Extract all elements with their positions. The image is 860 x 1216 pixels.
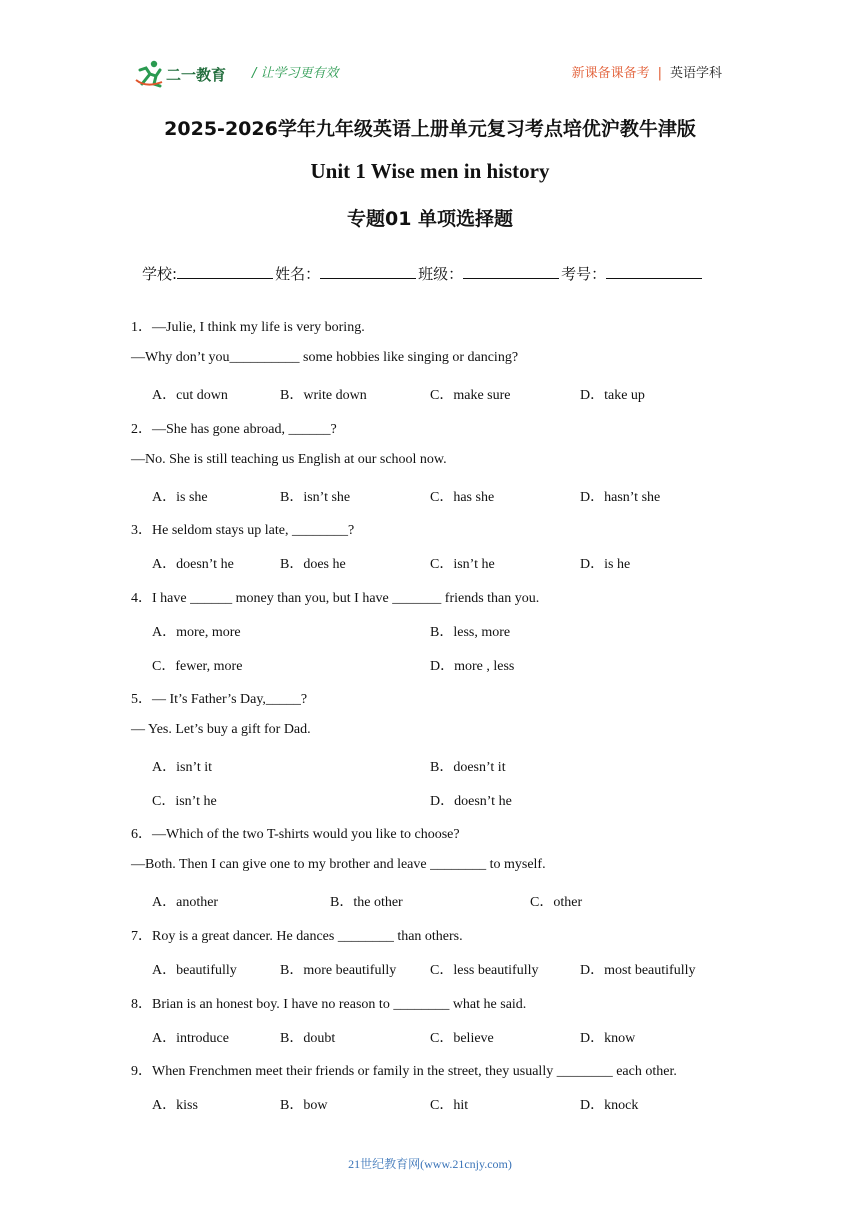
q4-option-c[interactable]: C．fewer, more [152, 659, 243, 674]
question-7-stem: 7．Roy is a great dancer. He dances ________ than others. [131, 929, 463, 944]
q7-option-c[interactable]: C．less beautifully [430, 963, 539, 978]
q3-option-d[interactable]: D．is he [580, 557, 631, 572]
q1-option-c[interactable]: C．make sure [430, 388, 511, 403]
header-subject: 英语学科 [669, 66, 722, 81]
q7-option-d[interactable]: D．most beautifully [580, 963, 696, 978]
question-1-stem: 1．—Julie, I think my life is very boring. [131, 320, 365, 335]
name-blank[interactable] [320, 264, 416, 279]
runner-logo-icon [132, 58, 238, 90]
q3-option-c[interactable]: C．isn’t he [430, 557, 495, 572]
unit-title: Unit 1 Wise men in history [310, 159, 550, 183]
student-info-line [142, 263, 704, 284]
header-separator: | [657, 66, 662, 81]
question-4-stem: 4．I have ______ money than you, but I have _______ friends than you. [131, 591, 540, 606]
exam-no-label: 考号： [561, 265, 607, 283]
q7-option-a[interactable]: A．beautifully [152, 963, 237, 978]
question-2-dialog: —No. She is still teaching us English at our school now. [131, 452, 447, 467]
question-1-dialog: —Why don’t you__________ some hobbies like singing or dancing? [131, 350, 519, 365]
class-label: 班级： [418, 265, 464, 283]
q8-option-d[interactable]: D．know [580, 1031, 636, 1046]
q5-option-c[interactable]: C．isn’t he [152, 794, 217, 809]
q2-option-c[interactable]: C．has she [430, 490, 495, 505]
q7-option-b[interactable]: B．more beautifully [280, 963, 397, 978]
topic-title: 专题01 单项选择题 [346, 208, 514, 230]
q4-option-d[interactable]: D．more , less [430, 659, 515, 674]
question-6-dialog: —Both. Then I can give one to my brother and leave ________ to myself. [131, 857, 546, 872]
doc-title: 2025-2026学年九年级英语上册单元复习考点培优沪教牛津版 [164, 118, 696, 140]
school-blank[interactable] [177, 264, 273, 279]
question-2-stem: 2．—She has gone abroad, ______? [131, 422, 337, 437]
q4-option-a[interactable]: A．more, more [152, 625, 241, 640]
exam-no-blank[interactable] [606, 264, 702, 279]
q8-option-b[interactable]: B．doubt [280, 1031, 336, 1046]
q2-option-d[interactable]: D．hasn’t she [580, 490, 661, 505]
question-6-stem: 6．—Which of the two T-shirts would you like to choose? [131, 827, 460, 842]
header-slogan: / 让学习更有效 [252, 66, 339, 81]
brand-logo [132, 58, 238, 90]
logo-text: 二一教育 [166, 66, 227, 84]
q1-option-b[interactable]: B．write down [280, 388, 367, 403]
q9-option-a[interactable]: A．kiss [152, 1098, 198, 1113]
question-3-stem: 3．He seldom stays up late, ________? [131, 523, 355, 538]
q1-option-a[interactable]: A．cut down [152, 388, 228, 403]
q9-option-d[interactable]: D．knock [580, 1098, 639, 1113]
class-blank[interactable] [463, 264, 559, 279]
question-5-dialog: — Yes. Let’s buy a gift for Dad. [131, 722, 311, 737]
question-5-stem: 5．— It’s Father’s Day,_____? [131, 692, 308, 707]
q4-option-b[interactable]: B．less, more [430, 625, 511, 640]
q3-option-a[interactable]: A．doesn’t he [152, 557, 234, 572]
header-right [572, 62, 722, 81]
school-label: 学校: [142, 265, 178, 283]
q2-option-b[interactable]: B．isn’t she [280, 490, 351, 505]
q9-option-c[interactable]: C．hit [430, 1098, 469, 1113]
page-footer[interactable]: 21世纪教育网(www.21cnjy.com) [348, 1157, 512, 1171]
q3-option-b[interactable]: B．does he [280, 557, 346, 572]
q2-option-a[interactable]: A．is she [152, 490, 208, 505]
name-label: 姓名： [275, 265, 321, 283]
q5-option-b[interactable]: B．doesn’t it [430, 760, 506, 775]
q8-option-a[interactable]: A．introduce [152, 1031, 229, 1046]
q6-option-b[interactable]: B．the other [330, 895, 403, 910]
q9-option-b[interactable]: B．bow [280, 1098, 328, 1113]
q1-option-d[interactable]: D．take up [580, 388, 645, 403]
q6-option-c[interactable]: C．other [530, 895, 583, 910]
q6-option-a[interactable]: A．another [152, 895, 219, 910]
question-9-stem: 9．When Frenchmen meet their friends or family in the street, they usually ________ each other. [131, 1064, 677, 1079]
q5-option-a[interactable]: A．isn’t it [152, 760, 213, 775]
q5-option-d[interactable]: D．doesn’t he [430, 794, 512, 809]
q8-option-c[interactable]: C．believe [430, 1031, 494, 1046]
question-8-stem: 8．Brian is an honest boy. I have no reason to ________ what he said. [131, 997, 527, 1012]
header-tag: 新课备课备考 [571, 66, 650, 81]
